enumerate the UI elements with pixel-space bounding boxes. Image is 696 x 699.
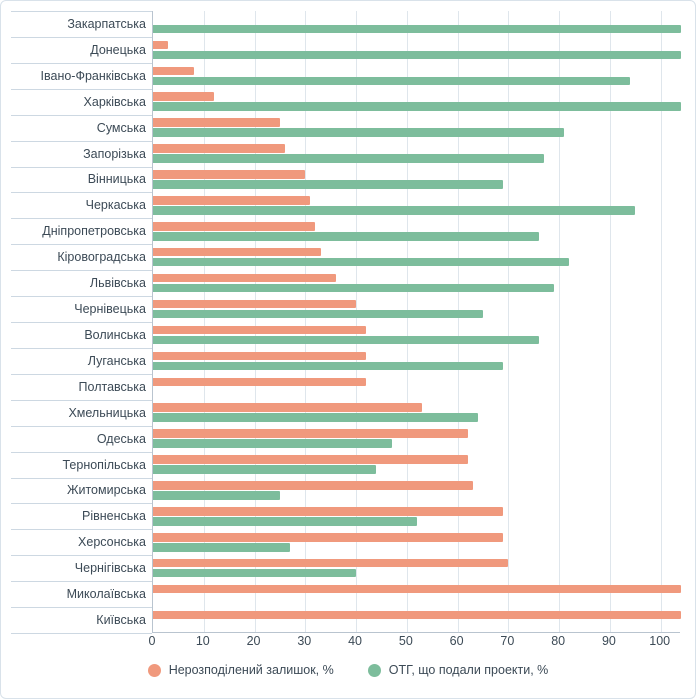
- category-separator: [11, 244, 152, 245]
- y-axis-category-label: Херсонська: [78, 535, 146, 550]
- x-axis-tick-label: 50: [398, 634, 413, 648]
- bar[interactable]: [153, 102, 681, 111]
- x-axis-tick-label: 30: [297, 634, 312, 648]
- y-axis-category-label: Житомирська: [66, 483, 146, 498]
- bar[interactable]: [153, 403, 422, 412]
- bar[interactable]: [153, 507, 503, 516]
- plot-area: [152, 11, 680, 633]
- legend-item-1[interactable]: [368, 663, 549, 677]
- y-axis-category-label: Івано-Франківська: [40, 68, 146, 83]
- y-axis-category-label: Закарпатська: [67, 16, 146, 31]
- bar[interactable]: [153, 413, 478, 422]
- bar[interactable]: [153, 300, 356, 309]
- category-separator: [11, 503, 152, 504]
- bar[interactable]: [153, 51, 681, 60]
- category-separator: [11, 37, 152, 38]
- bar[interactable]: [153, 465, 376, 474]
- y-axis-category-label: Дніпропетровська: [42, 224, 146, 239]
- y-axis-category-label: Львівська: [89, 276, 146, 291]
- x-axis-tick-label: 40: [348, 634, 363, 648]
- y-axis-category-label: Сумська: [96, 120, 146, 135]
- category-separator: [11, 141, 152, 142]
- bar[interactable]: [153, 154, 544, 163]
- category-separator: [11, 11, 152, 12]
- y-axis-category-label: Хмельницька: [68, 405, 146, 420]
- legend-label: Нерозподілений залишок, %: [168, 663, 334, 677]
- y-axis-category-label: Тернопільська: [62, 457, 146, 472]
- category-separator: [11, 633, 152, 634]
- x-axis-tick-label: 100: [649, 634, 671, 648]
- y-axis-category-label: Харківська: [83, 94, 146, 109]
- bar[interactable]: [153, 41, 168, 50]
- bar[interactable]: [153, 170, 305, 179]
- category-separator: [11, 555, 152, 556]
- bar[interactable]: [153, 67, 194, 76]
- chart-legend: [1, 663, 695, 677]
- category-separator: [11, 581, 152, 582]
- bar[interactable]: [153, 362, 503, 371]
- legend-item-0[interactable]: [148, 663, 334, 677]
- category-separator: [11, 296, 152, 297]
- x-axis-tick-label: 80: [551, 634, 566, 648]
- bar[interactable]: [153, 284, 554, 293]
- x-axis-tick-label: 70: [500, 634, 515, 648]
- category-separator: [11, 400, 152, 401]
- y-axis-category-label: Чернігівська: [74, 561, 146, 576]
- y-axis-category-label: Рівненська: [82, 509, 146, 524]
- bar[interactable]: [153, 517, 417, 526]
- y-axis-category-labels: [11, 11, 152, 633]
- category-separator: [11, 478, 152, 479]
- bar[interactable]: [153, 128, 564, 137]
- x-axis-tick-label: 0: [148, 634, 156, 648]
- bar[interactable]: [153, 378, 366, 387]
- category-separator: [11, 89, 152, 90]
- y-axis-category-label: Кіровоградська: [57, 250, 146, 265]
- bar[interactable]: [153, 144, 285, 153]
- bar[interactable]: [153, 533, 503, 542]
- legend-swatch-icon: [368, 664, 381, 677]
- y-axis-category-label: Київська: [96, 613, 146, 628]
- bar[interactable]: [153, 118, 280, 127]
- bar[interactable]: [153, 543, 290, 552]
- category-separator: [11, 167, 152, 168]
- bar[interactable]: [153, 92, 214, 101]
- bar[interactable]: [153, 611, 681, 620]
- bars-container: [153, 11, 680, 632]
- x-axis-tick-label: 10: [195, 634, 210, 648]
- bar[interactable]: [153, 336, 539, 345]
- y-axis-category-label: Миколаївська: [66, 587, 146, 602]
- bar[interactable]: [153, 439, 392, 448]
- bar[interactable]: [153, 310, 483, 319]
- bar[interactable]: [153, 258, 569, 267]
- bar[interactable]: [153, 77, 630, 86]
- bar[interactable]: [153, 326, 366, 335]
- bar[interactable]: [153, 232, 539, 241]
- y-axis-category-label: Чернівецька: [74, 302, 146, 317]
- category-separator: [11, 607, 152, 608]
- legend-swatch-icon: [148, 664, 161, 677]
- y-axis-category-label: Запорізька: [83, 146, 146, 161]
- category-separator: [11, 63, 152, 64]
- bar[interactable]: [153, 491, 280, 500]
- legend-label: ОТГ, що подали проекти, %: [388, 663, 549, 677]
- bar[interactable]: [153, 429, 468, 438]
- category-separator: [11, 348, 152, 349]
- bar[interactable]: [153, 196, 310, 205]
- category-separator: [11, 529, 152, 530]
- bar[interactable]: [153, 481, 473, 490]
- bar[interactable]: [153, 25, 681, 34]
- bar[interactable]: [153, 180, 503, 189]
- category-separator: [11, 374, 152, 375]
- bar[interactable]: [153, 559, 508, 568]
- category-separator: [11, 218, 152, 219]
- bar[interactable]: [153, 569, 356, 578]
- x-axis-tick-label: 20: [246, 634, 261, 648]
- category-separator: [11, 322, 152, 323]
- y-axis-category-label: Луганська: [87, 353, 146, 368]
- bar[interactable]: [153, 274, 336, 283]
- x-axis-tick-labels: [148, 634, 680, 652]
- category-separator: [11, 115, 152, 116]
- bar[interactable]: [153, 455, 468, 464]
- category-separator: [11, 270, 152, 271]
- bar[interactable]: [153, 248, 321, 257]
- y-axis-category-label: Донецька: [90, 42, 146, 57]
- x-axis-tick-label: 60: [449, 634, 464, 648]
- y-axis-category-label: Вінницька: [87, 172, 146, 187]
- bar[interactable]: [153, 222, 315, 231]
- bar[interactable]: [153, 206, 635, 215]
- bar[interactable]: [153, 585, 681, 594]
- y-axis-category-label: Волинська: [84, 327, 146, 342]
- x-axis-tick-label: 90: [601, 634, 616, 648]
- category-separator: [11, 426, 152, 427]
- bar[interactable]: [153, 352, 366, 361]
- category-separator: [11, 452, 152, 453]
- y-axis-category-label: Черкаська: [85, 198, 146, 213]
- category-separator: [11, 192, 152, 193]
- y-axis-category-label: Одеська: [96, 431, 146, 446]
- y-axis-category-label: Полтавська: [78, 379, 146, 394]
